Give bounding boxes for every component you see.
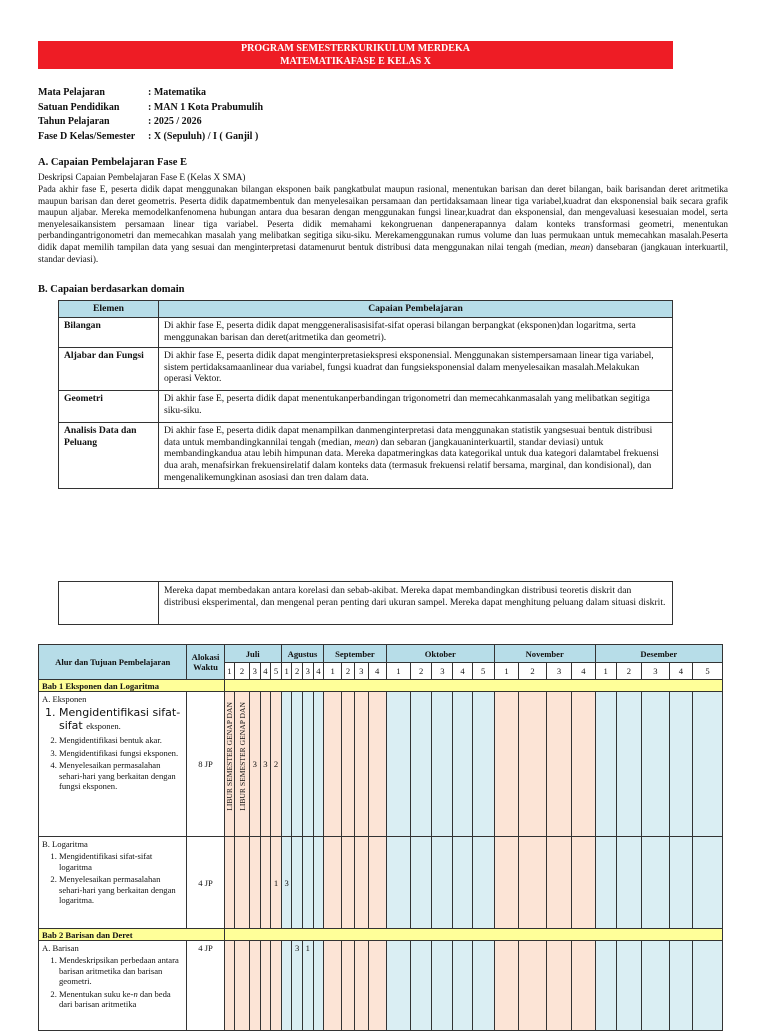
info-label: Mata Pelajaran bbox=[38, 87, 105, 98]
week-cell bbox=[494, 837, 518, 929]
month-header: Juli bbox=[224, 645, 281, 663]
week-cell bbox=[250, 837, 261, 929]
info-row bbox=[38, 115, 263, 130]
week-cell bbox=[250, 941, 261, 1031]
info-value: : Matematika bbox=[148, 87, 207, 98]
week-cell bbox=[292, 837, 303, 929]
week-cell bbox=[572, 941, 595, 1031]
week-header: 1 bbox=[494, 663, 518, 680]
goal-text: Menentukan suku ke- bbox=[59, 988, 134, 999]
schedule-col-title: Alur dan Tujuan Pembelajaran bbox=[39, 645, 187, 680]
week-cell bbox=[368, 941, 386, 1031]
continuation-empty-cell bbox=[59, 582, 159, 625]
chapter-row-fill bbox=[224, 680, 722, 692]
month-header: Desember bbox=[595, 645, 722, 663]
week-cell bbox=[354, 941, 368, 1031]
week-header: 1 bbox=[281, 663, 292, 680]
section-a-subtitle: Deskripsi Capaian Pembelajaran Fase E (Kelas X SMA) bbox=[38, 172, 246, 182]
week-header: 3 bbox=[250, 663, 261, 680]
week-cell bbox=[572, 692, 595, 837]
week-cell bbox=[302, 837, 313, 929]
week-cell bbox=[235, 941, 250, 1031]
chapter-row: Bab 1 Eksponen dan Logaritma bbox=[39, 680, 225, 692]
week-cell bbox=[669, 941, 692, 1031]
week-cell bbox=[546, 941, 571, 1031]
week-cell bbox=[642, 941, 670, 1031]
goal-text: dan beda dari barisan bbox=[59, 988, 171, 1010]
week-header: 2 bbox=[616, 663, 641, 680]
week-cell bbox=[546, 692, 571, 837]
week-header: 2 bbox=[411, 663, 432, 680]
holiday-label: LIBUR SEMESTER GENAP DAN bbox=[237, 702, 247, 811]
goal-item bbox=[59, 706, 183, 733]
domain-cp: Di akhir fase E, peserta didik dapat menginterpretasiekspresi eksponensial. Menggunakan sistempersamaan linear tiga variabel, sistem pertidaksamaanlinear dua variabel, fungsi kuadrat dan fungsieksponensial dalam menyelesaikan masalah.Melakukan operasi Vektor. bbox=[159, 347, 673, 390]
info-value: : MAN 1 Kota Prabumulih bbox=[148, 101, 263, 113]
info-row bbox=[38, 130, 263, 145]
week-cell bbox=[281, 941, 292, 1031]
topic-logaritma bbox=[39, 837, 187, 929]
alokasi-cell: 4 JP bbox=[187, 837, 224, 929]
month-header: September bbox=[324, 645, 387, 663]
week-cell bbox=[494, 692, 518, 837]
program-title-line2: MATEMATIKAFASE E KELAS X bbox=[280, 56, 431, 67]
week-cell bbox=[313, 692, 324, 837]
week-cell bbox=[595, 837, 616, 929]
week-cell bbox=[669, 692, 692, 837]
domain-col-cp: Capaian Pembelajaran bbox=[159, 301, 673, 318]
week-cell bbox=[342, 692, 355, 837]
month-header: November bbox=[494, 645, 595, 663]
chapter-row: Bab 2 Barisan dan Deret bbox=[39, 929, 225, 941]
week-header: 1 bbox=[224, 663, 235, 680]
week-cell bbox=[302, 692, 313, 837]
week-cell bbox=[324, 941, 342, 1031]
week-cell bbox=[432, 692, 453, 837]
goal-text-em: n bbox=[133, 988, 138, 999]
week-header: 3 bbox=[642, 663, 670, 680]
jp-count: 1 bbox=[271, 837, 282, 929]
week-cell bbox=[235, 692, 250, 837]
alokasi-cell: 4 JP bbox=[187, 941, 224, 1031]
week-cell bbox=[411, 692, 432, 837]
week-header: 4 bbox=[453, 663, 472, 680]
week-cell bbox=[519, 837, 547, 929]
week-cell bbox=[260, 941, 271, 1031]
cp-text-em: mean bbox=[570, 241, 591, 252]
jp-count: 2 bbox=[271, 692, 282, 837]
week-cell bbox=[292, 692, 303, 837]
info-label: Tahun Pelajaran bbox=[38, 116, 110, 127]
week-cell bbox=[472, 837, 494, 929]
week-cell bbox=[693, 692, 723, 837]
week-header: 2 bbox=[292, 663, 303, 680]
holiday-label: LIBUR SEMESTER GENAP DAN bbox=[224, 702, 234, 811]
program-title-line1: PROGRAM SEMESTERKURIKULUM MERDEKA bbox=[241, 43, 470, 54]
jp-count: 3 bbox=[250, 692, 261, 837]
week-cell bbox=[519, 941, 547, 1031]
goal-text: eksponen. bbox=[86, 721, 121, 732]
week-cell bbox=[354, 837, 368, 929]
domain-cp-b: ) dan sebaran (jangkauaninterkuartil, standar deviasi) untuk membandingkandua atau lebih himpunan data. Mereka dapatmeringkas data kategorikal untuk dua kategori dalamtabel frekuensi dua arah, menafsirkan frekuensirelatif dalam konteks data (termasuk frekuensi relatif bersama, marginal, dan kondisional), dan mengenalikemungkinan asosiasi dan tren dalam data. bbox=[164, 436, 659, 483]
month-header: Agustus bbox=[281, 645, 323, 663]
domain-cp-em: mean bbox=[354, 436, 376, 448]
week-header: 3 bbox=[432, 663, 453, 680]
week-header: 4 bbox=[313, 663, 324, 680]
alokasi-cell: 8 JP bbox=[187, 692, 224, 837]
week-cell bbox=[472, 941, 494, 1031]
week-header: 1 bbox=[324, 663, 342, 680]
week-cell bbox=[453, 837, 472, 929]
month-header: Oktober bbox=[386, 645, 494, 663]
week-header: 2 bbox=[235, 663, 250, 680]
week-cell bbox=[313, 941, 324, 1031]
topic-head: A. Eksponen bbox=[42, 694, 87, 704]
week-cell bbox=[386, 941, 410, 1031]
continuation-text: Mereka dapat membedakan antara korelasi dan sebab-akibat. Mereka dapat membandingkan distribusi teoretis diskrit dan distribusi eksperimental, dan mengenal peran penting dari ukuran sampel. Mereka dapat menghitung peluang dalam situasi diskrit. bbox=[159, 582, 673, 625]
week-cell bbox=[271, 941, 282, 1031]
week-header: 3 bbox=[302, 663, 313, 680]
domain-element: Geometri bbox=[59, 390, 159, 422]
week-cell bbox=[519, 692, 547, 837]
domain-element: Analisis Data dan Peluang bbox=[59, 422, 159, 488]
jp-count: 3 bbox=[292, 941, 303, 1031]
week-cell bbox=[546, 837, 571, 929]
domain-row bbox=[59, 317, 673, 347]
week-cell bbox=[616, 837, 641, 929]
week-header: 5 bbox=[472, 663, 494, 680]
week-cell bbox=[572, 837, 595, 929]
jp-count: 1 bbox=[302, 941, 313, 1031]
domain-continuation-table bbox=[58, 581, 673, 625]
week-cell bbox=[693, 837, 723, 929]
domain-cp bbox=[159, 422, 673, 488]
info-label: Satuan Pendidikan bbox=[38, 101, 120, 113]
domain-element: Bilangan bbox=[59, 317, 159, 347]
topic-barisan bbox=[39, 941, 187, 1031]
goal-text: Mengidentifikasi sifat-sifat bbox=[59, 706, 181, 733]
week-cell bbox=[595, 692, 616, 837]
week-cell bbox=[453, 941, 472, 1031]
week-cell bbox=[281, 692, 292, 837]
week-cell bbox=[432, 837, 453, 929]
domain-cp: Di akhir fase E, peserta didik dapat menggeneralisasisifat-sifat operasi bilangan berpangkat (eksponen)dan logaritma, serta menggunakan barisan dan deret(aritmetika dan geometri). bbox=[159, 317, 673, 347]
topic-head: A. Barisan bbox=[42, 943, 79, 953]
week-header: 4 bbox=[572, 663, 595, 680]
week-cell bbox=[354, 692, 368, 837]
week-cell bbox=[235, 837, 250, 929]
week-header: 3 bbox=[546, 663, 571, 680]
week-cell bbox=[342, 941, 355, 1031]
topic-eksponen bbox=[39, 692, 187, 837]
week-cell bbox=[669, 837, 692, 929]
info-label: Fase D Kelas/Semester bbox=[38, 130, 136, 142]
domain-col-element: Elemen bbox=[59, 301, 159, 318]
week-cell bbox=[693, 941, 723, 1031]
domain-table bbox=[58, 300, 673, 489]
jp-count: 3 bbox=[260, 692, 271, 837]
info-value: : X (Sepuluh) / I ( Ganjil ) bbox=[148, 130, 259, 142]
semester-schedule-table bbox=[38, 644, 723, 1031]
goal-item: 3. Mengidentifikasi fungsi eksponen. bbox=[59, 748, 183, 758]
week-cell bbox=[432, 941, 453, 1031]
goal-item: 1. Mengidentifikasi sifat-sifat logaritma bbox=[59, 851, 183, 872]
domain-row bbox=[59, 422, 673, 488]
week-cell bbox=[642, 837, 670, 929]
week-header: 5 bbox=[693, 663, 723, 680]
week-header: 2 bbox=[342, 663, 355, 680]
identity-block bbox=[38, 86, 263, 144]
week-cell bbox=[368, 692, 386, 837]
domain-cp: Di akhir fase E, peserta didik dapat menentukanperbandingan trigonometri dan memecahkanmasalah yang melibatkan segitiga siku-siku. bbox=[159, 390, 673, 422]
week-header: 4 bbox=[669, 663, 692, 680]
goal-text: aritmetika bbox=[101, 999, 137, 1010]
week-cell bbox=[386, 692, 410, 837]
week-cell bbox=[224, 941, 235, 1031]
week-cell bbox=[260, 837, 271, 929]
week-header: 4 bbox=[368, 663, 386, 680]
topic-head: B. Logaritma bbox=[42, 839, 88, 849]
section-b-title: B. Capaian berdasarkan domain bbox=[38, 284, 185, 295]
week-cell bbox=[494, 941, 518, 1031]
goal-item: 1. Mendeskripsikan perbedaan antara barisan aritmetika dan barisan geometri. bbox=[59, 955, 183, 986]
domain-row bbox=[59, 390, 673, 422]
info-row bbox=[38, 86, 263, 101]
week-cell bbox=[368, 837, 386, 929]
goal-item: 2. Menyelesaikan permasalahan sehari-hari yang berkaitan dengan logaritma. bbox=[59, 874, 183, 905]
week-cell bbox=[386, 837, 410, 929]
info-row bbox=[38, 101, 263, 116]
week-cell bbox=[224, 692, 235, 837]
week-header: 3 bbox=[354, 663, 368, 680]
week-header: 1 bbox=[595, 663, 616, 680]
cp-text: Pada akhir fase E, peserta didik dapat menggunakan bilangan eksponen baik pangkatbulat maupun rasional, menentukan barisan dan deret bilangan, baik barisandan deret aritmetika maupun barisan dan deret geometris. Peserta didik dapatmembentuk dan menyelesaikan persamaan dan pertidaksamaan linear tiga variabel,kuadrat dan eksponensial baik secara grafik maupun aljabar. Mereka memodelkanfenomena hubungan antara dua besaran dengan menggunakan fungsi linear,kuadrat dan eksponensial, dan mengevaluasi kesesuaian model, serta menyelesaikansistem persamaan linear tiga variabel. Peserta didik memahami kekongruenan danpenerapannya dalam konteks transformasi geometri, menentukan perbandingantrigonometri dan memecahkan masalah yang melibatkan segitiga siku-siku. Merekamenggunakan rumus volume dan luas permukaan untuk memecahkan masalah.Peserta didik dapat memilih tampilan data yang sesuai dan menginterpretasi datamenurut bentuk distribusi data menggunakan nilai tengah (median, bbox=[38, 184, 728, 252]
week-cell bbox=[616, 941, 641, 1031]
week-cell bbox=[472, 692, 494, 837]
week-cell bbox=[616, 692, 641, 837]
week-cell bbox=[324, 692, 342, 837]
week-cell bbox=[642, 692, 670, 837]
section-a-paragraph bbox=[38, 184, 728, 265]
week-cell bbox=[453, 692, 472, 837]
goal-item bbox=[59, 989, 183, 1010]
schedule-col-alokasi: Alokasi Waktu bbox=[187, 645, 224, 680]
week-cell bbox=[411, 941, 432, 1031]
domain-element: Aljabar dan Fungsi bbox=[59, 347, 159, 390]
program-title-banner bbox=[38, 41, 673, 69]
section-a-title: A. Capaian Pembelajaran Fase E bbox=[38, 157, 188, 168]
domain-row bbox=[59, 347, 673, 390]
cp-text-end: ) dansebaran (jangkauan interkuartil, standar deviasi). bbox=[38, 241, 728, 264]
week-header: 1 bbox=[386, 663, 410, 680]
goal-item: 4. Menyelesaikan permasalahan sehari-hari yang berkaitan dengan fungsi eksponen. bbox=[59, 760, 183, 791]
week-cell bbox=[313, 837, 324, 929]
domain-cp-a: Di akhir fase E, peserta didik dapat menampilkan danmenginterpretasi data menggunakan statistik yangsesuai bentuk distribusi data untuk membandingkannilai tengah (median, bbox=[164, 424, 653, 448]
goal-item: 2. Mengidentifikasi bentuk akar. bbox=[59, 735, 183, 745]
week-header: 5 bbox=[271, 663, 282, 680]
week-header: 4 bbox=[260, 663, 271, 680]
info-value: : 2025 / 2026 bbox=[148, 116, 202, 127]
jp-count: 3 bbox=[281, 837, 292, 929]
week-cell bbox=[411, 837, 432, 929]
week-header: 2 bbox=[519, 663, 547, 680]
chapter-row-fill bbox=[224, 929, 722, 941]
week-cell bbox=[342, 837, 355, 929]
week-cell bbox=[595, 941, 616, 1031]
week-cell bbox=[324, 837, 342, 929]
week-cell bbox=[224, 837, 235, 929]
